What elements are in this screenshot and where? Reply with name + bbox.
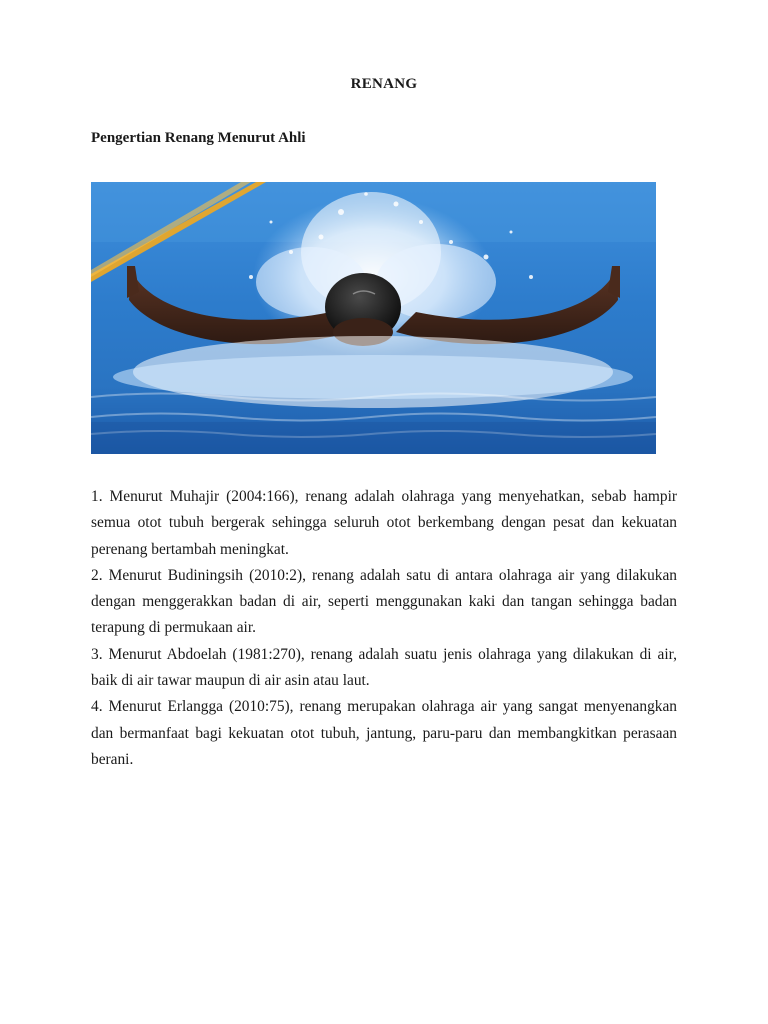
- definition-item: 1. Menurut Muhajir (2004:166), renang adalah olahraga yang menyehatkan, sebab hampir semua otot tubuh bergerak sehingga seluruh otot berkembang dengan pesat dan kekuatan perenang bertambah meningkat.: [91, 488, 677, 558]
- definition-item: 2. Menurut Budiningsih (2010:2), renang adalah satu di antara olahraga air yang dilakukan dengan menggerakkan badan di air, seperti menggunakan kaki dan tangan sehingga badan terapung di permukaan air.: [91, 566, 677, 637]
- document-title: RENANG: [350, 76, 418, 92]
- definition-item: 3. Menurut Abdoelah (1981:270), renang adalah suatu jenis olahraga yang dilakukan di air, baik di air tawar maupun di air asin atau laut.: [91, 645, 677, 690]
- swimmer-photo-illustration: [91, 182, 656, 454]
- swimmer-butterfly-photo: [91, 182, 656, 454]
- definition-list: [91, 484, 677, 773]
- section-heading: Pengertian Renang Menurut Ahli: [91, 130, 306, 146]
- definition-item: 4. Menurut Erlangga (2010:75), renang merupakan olahraga air yang sangat menyenangkan dan bermanfaat bagi kekuatan otot tubuh, jantung, paru-paru dan membangkitkan perasaan berani.: [91, 698, 677, 768]
